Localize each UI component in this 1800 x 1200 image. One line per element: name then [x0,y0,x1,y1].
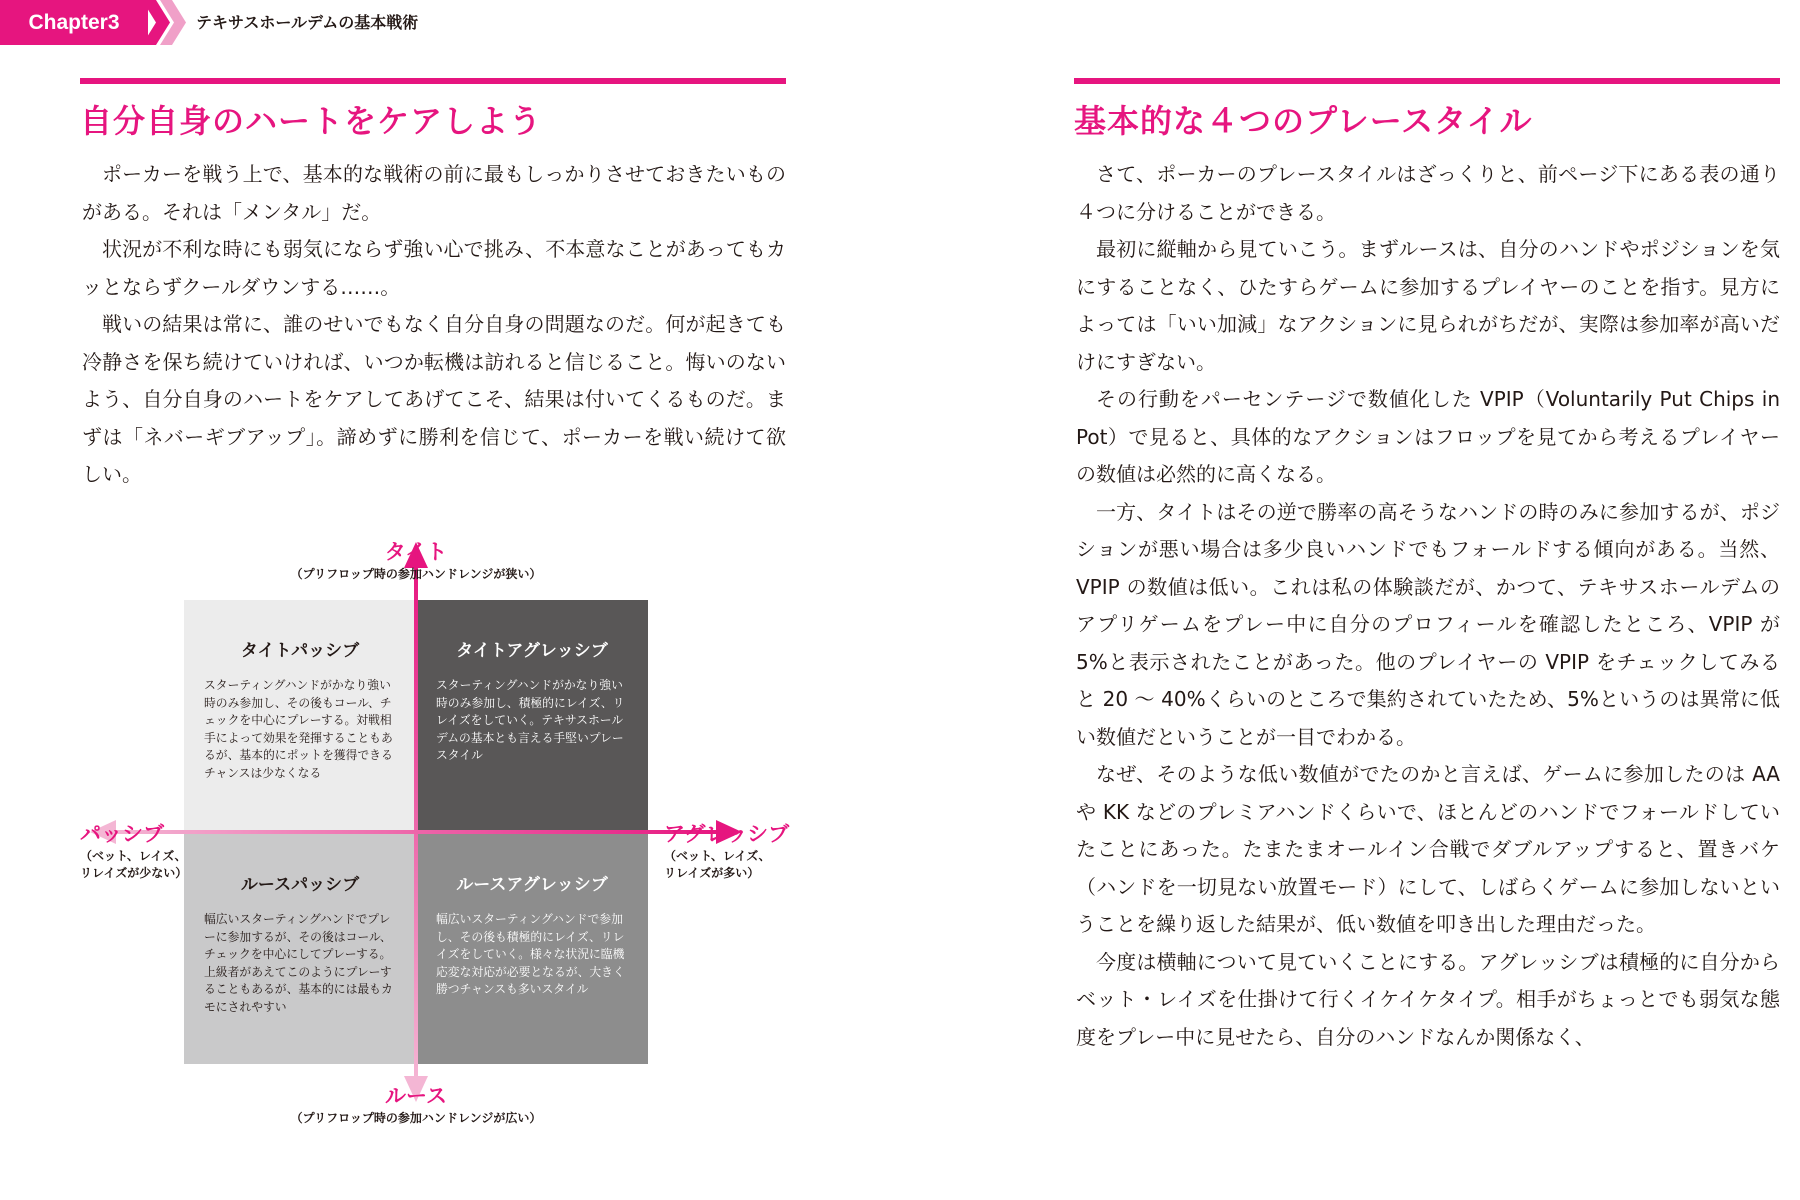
axis-label-top [246,536,586,583]
paragraph: なぜ、そのような低い数値がでたのかと言えば、ゲームに参加したのは AA や KK などのプレミアハンドくらいで、ほとんどのハンドでフォールドしていたことにあった。たまたまオールイン合戦でダブルアップすると、置きバケ（ハンドを一切見ない放置モード）にして、しばらくゲームに参加しないということを繰り返した結果が、低い数値を叩き出した理由だった。 [1076,762,1780,936]
quadrant-description: スターティングハンドがかなり強い時のみ参加し、積極的にレイズ、リレイズをしていく。テキサスホールデムの基本とも言える手堅いプレースタイル [436,678,625,763]
axis-subtitle: （ベット、レイズ、 [664,849,771,863]
left-page-heading: 自分自身のハートをケアしよう [80,102,543,140]
paragraph: 最初に縦軸から見ていこう。まずルースは、自分のハンドやポジションを気にすることなく、ひたすらゲームに参加するプレイヤーのことを指す。見方によっては「いい加減」なアクションに見られがちだが、実際は参加率が高いだけにすぎない。 [1076,237,1780,374]
paragraph: 今度は横軸について見ていくことにする。アグレッシブは積極的に自分からベット・レイズを仕掛けて行くイケイケタイプ。相手がちょっとでも弱気な態度をプレー中に見せたら、自分のハンドなんか関係なく、 [1076,949,1780,1049]
axis-title: アグレッシブ [664,822,790,846]
quadrant-title: ルースパッシブ [240,875,360,895]
axis-subtitle: （プリフロップ時の参加ハンドレンジが広い） [290,1111,542,1125]
vertical-axis [414,560,418,1084]
axis-title: タイト [384,540,448,564]
paragraph: 戦いの結果は常に、誰のせいでもなく自分自身の問題なのだ。何が起きても冷静さを保ち続けていければ、いつか転機は訪れると信じること。悔いのないよう、自分自身のハートをケアしてあげてこそ、結果は付いてくるものだ。まずは「ネバーギブアップ」。諦めずに勝利を信じて、ポーカーを戦い続けて欲しい。 [82,312,786,486]
paragraph: 状況が不利な時にも弱気にならず強い心で挑み、不本意なことがあってもカッとならずクールダウンする……。 [82,237,786,299]
axis-subtitle: リレイズが少ない） [80,866,188,880]
horizontal-axis [108,830,724,834]
right-page-heading: 基本的な４つのプレースタイル [1074,102,1533,140]
axis-subtitle: （プリフロップ時の参加ハンドレンジが狭い） [290,567,542,581]
paragraph: さて、ポーカーのプレースタイルはざっくりと、前ページ下にある表の通り４つに分けることができる。 [1076,162,1780,224]
axis-label-bottom [246,1080,586,1127]
chapter-tab: Chapter3 [0,0,148,45]
quadrant-description: スターティングハンドがかなり強い時のみ参加し、その後もコール、チェックを中心にプレーする。対戦相手によって効果を発揮することもあるが、基本的にポットを獲得できるチャンスは少なくなる [204,678,393,780]
axis-label-right [664,818,789,882]
axis-title: ルース [385,1084,447,1108]
right-page-body [1076,156,1780,1056]
left-page-body [82,156,786,494]
axis-title: パッシブ [80,822,164,846]
quadrant-title: ルースアグレッシブ [456,875,608,895]
heading-rule-right [1074,78,1780,84]
paragraph: ポーカーを戦う上で、基本的な戦術の前に最もしっかりさせておきたいものがある。それは「メンタル」だ。 [82,162,786,224]
quadrant-title: タイトアグレッシブ [456,641,608,661]
axis-subtitle: リレイズが多い） [664,866,760,880]
paragraph: 一方、タイトはその逆で勝率の高そうなハンドの時のみに参加するが、ポジションが悪い場合は多少良いハンドでもフォールドする傾向がある。当然、VPIP の数値は低い。これは私の体験談だが、かつて、テキサスホールデムのアプリゲームをプレー中に自分のプロフィールを確認したところ、VPIP が 5%と表示されたことがあった。他のプレイヤーの VPIP をチェックしてみると 20 ～ 40%くらいのところで集約されていたため、5%というのは異常に低い数値だということが一目でわかる。 [1076,499,1780,749]
chapter-title: テキサスホールデムの基本戦術 [196,13,419,32]
quadrant-description: 幅広いスターティングハンドで参加し、その後も積極的にレイズ、リレイズをしていく。様々な状況に臨機応変な対応が必要となるが、大きく勝つチャンスも多いスタイル [436,912,625,997]
chevron-right-icon [142,0,192,45]
heading-rule-left [80,78,786,84]
quadrant-title: タイトパッシブ [240,641,360,661]
axis-subtitle: （ベット、レイズ、 [80,849,187,863]
axis-label-left [80,818,187,882]
quadrant-description: 幅広いスターティングハンドでプレーに参加するが、その後はコール、チェックを中心にしてプレーする。上級者があえてこのようにプレーすることもあるが、基本的には最もカモにされやすい [204,912,393,1014]
paragraph: その行動をパーセンテージで数値化した VPIP（Voluntarily Put Chips in Pot）で見ると、具体的なアクションはフロップを見てから考えるプレイヤーの数値は必然的に高くなる。 [1076,387,1780,486]
